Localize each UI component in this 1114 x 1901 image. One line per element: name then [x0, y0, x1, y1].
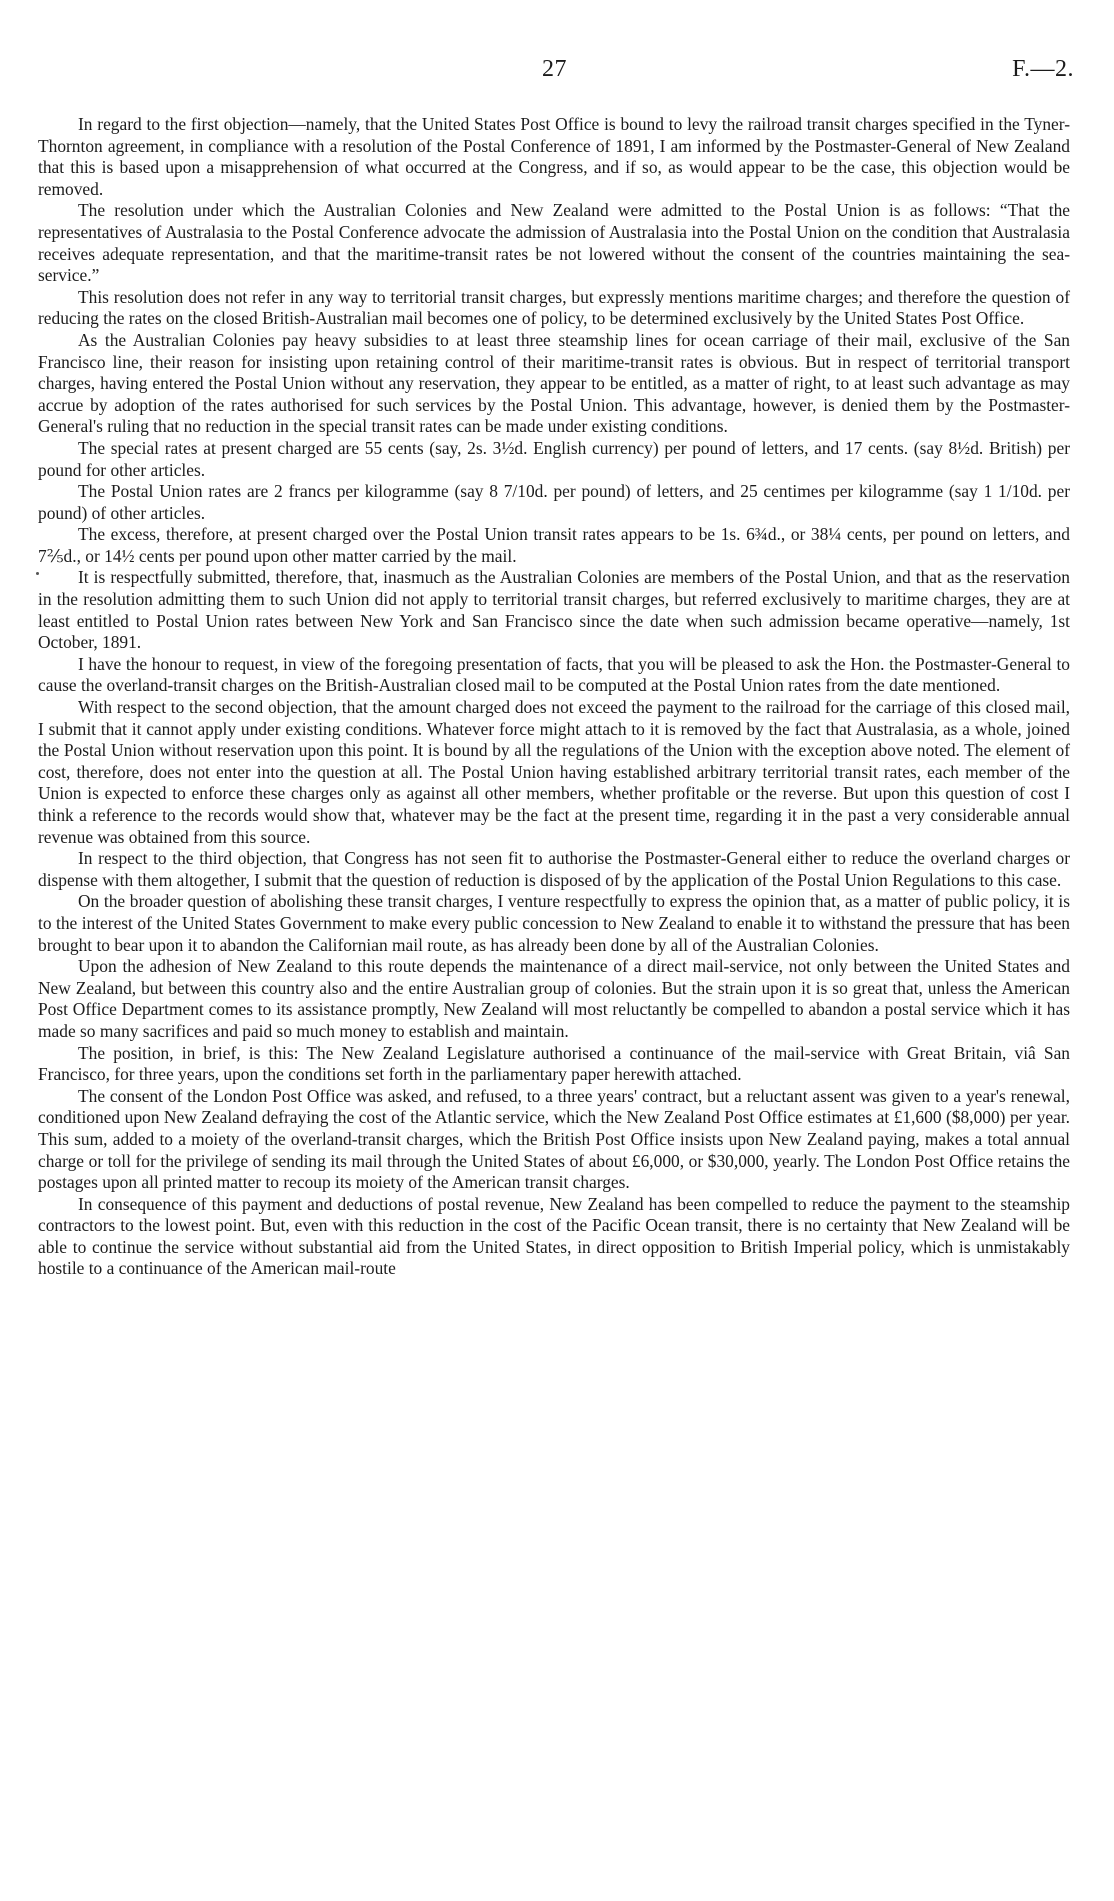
paper-reference: F.—2. — [1012, 56, 1074, 82]
paragraph-third-objection: In respect to the third objection, that Congress has not seen fit to authorise the Postmaster-General either to reduce the overland charges or dispense with them altogether, I submit that the question of reduction is disposed of by the application of the Postal Union Regulations to this case. — [38, 848, 1070, 890]
paragraph-position: The position, in brief, is this: The New Zealand Legislature authorised a continuance of the mail-service with Great Britain, viâ San Francisco, for three years, upon the conditions set forth in the parliamentary paper herewith attached. — [38, 1042, 1070, 1085]
paragraph-subsidies: As the Australian Colonies pay heavy subsidies to at least three steamship lines for ocean carriage of their mail, exclusive of the San Francisco line, their reason for insisting upon retaining control of their maritime-transit rates is obvious. But in respect of territorial transport charges, having entered the Postal Union without any reservation, they appear to be entitled, as a matter of right, to at least such advantage as may accrue by adoption of the rates authorised for such services by the Postal Union. This advantage, however, is denied them by the Postmaster-General's ruling that no reduction in the special transit rates can be made under existing conditions. — [38, 329, 1070, 437]
paragraph-resolution: The resolution under which the Australian Colonies and New Zealand were admitted to the Postal Union is as follows: “That the representatives of Australasia to the Postal Conference advocate the admission of Australasia into the Postal Union on the condition that Australasia receives adequate representation, and that the maritime-transit rates be not lowered without the consent of the countries maintaining the sea-service.” — [38, 200, 1070, 286]
paragraph-first-objection: In regard to the first objection—namely, that the United States Post Office is bound to levy the railroad transit charges specified in the Tyner-Thornton agreement, in compliance with a resolution of the Postal Conference of 1891, I am informed by the Postmaster-General of New Zealand that this is based upon a misapprehension of what occurred at the Congress, and if so, as would appear to be the case, this objection would be removed. — [38, 114, 1070, 199]
body-text — [38, 114, 1070, 1280]
page-header — [0, 56, 1114, 86]
paragraph-submission: It is respectfully submitted, therefore, that, inasmuch as the Australian Colonies are members of the Postal Union, and that as the reservation in the resolution admitting them to such Union did not apply to territorial transit charges, but referred exclusively to maritime charges, they are at least entitled to Postal Union rates between New York and San Francisco since the date when such admission became operative—namely, 1st October, 1891. — [38, 567, 1070, 653]
paragraph-union-rates: The Postal Union rates are 2 francs per kilogramme (say 8 7/10d. per pound) of letters, and 25 centimes per kilogramme (say 1 1/10d. per pound) of other articles. — [38, 481, 1070, 523]
paragraph-second-objection: With respect to the second objection, that the amount charged does not exceed the payment to the railroad for the carriage of this closed mail, I submit that it cannot apply under existing conditions. Whatever force might attach to it is removed by the fact that Australasia, as a whole, joined the Postal Union without reservation upon this point. It is bound by all the regulations of the Union with the exception above noted. The element of cost, therefore, does not enter into the question at all. The Postal Union having established arbitrary territorial transit rates, each member of the Union is expected to enforce these charges only as against all other members, whether profitable or the reverse. But upon this question of cost I think a reference to the records would show that, whatever may be the fact at the present time, regarding it in the past a very considerable annual revenue was obtained from this source. — [38, 697, 1070, 847]
paragraph-maritime-charges: This resolution does not refer in any way to territorial transit charges, but expressly mentions maritime charges; and therefore the question of reducing the rates on the closed British-Australian mail becomes one of policy, to be determined exclusively by the United States Post Office. — [38, 286, 1070, 329]
paragraph-request: I have the honour to request, in view of the foregoing presentation of facts, that you will be pleased to ask the Hon. the Postmaster-General to cause the overland-transit charges on the British-Australian closed mail to be computed at the Postal Union rates from the date mentioned. — [38, 653, 1070, 696]
paragraph-consequence: In consequence of this payment and deductions of postal revenue, New Zealand has been compelled to reduce the payment to the steamship contractors to the lowest point. But, even with this reduction in the cost of the Pacific Ocean transit, there is no certainty that New Zealand will be able to continue the service without substantial aid from the United States, in direct opposition to British Imperial policy, which is unmistakably hostile to a continuance of the American mail-route — [38, 1193, 1070, 1279]
paragraph-london-consent: The consent of the London Post Office was asked, and refused, to a three years' contract, but a reluctant assent was given to a year's renewal, conditioned upon New Zealand defraying the cost of the Atlantic service, which the New Zealand Post Office estimates at £1,600 ($8,000) per year. This sum, added to a moiety of the overland-transit charges, which the British Post Office insists upon New Zealand paying, makes a total annual charge or toll for the privilege of sending its mail through the United States of about £6,000, or $30,000, yearly. The London Post Office retains the postages upon all printed matter to recoup its moiety of the American transit charges. — [38, 1085, 1070, 1193]
paragraph-special-rates: The special rates at present charged are 55 cents (say, 2s. 3½d. English currency) per pound of letters, and 17 cents. (say 8½d. British) per pound for other articles. — [38, 437, 1070, 480]
paragraph-broader-question: On the broader question of abolishing these transit charges, I venture respectfully to express the opinion that, as a matter of public policy, it is to the interest of the United States Government to make every public concession to New Zealand to enable it to withstand the pressure that has been brought to bear upon it to abandon the Californian mail route, as has already been done by all of the Australian Colonies. — [38, 891, 1070, 955]
paragraph-excess: The excess, therefore, at present charged over the Postal Union transit rates appears to be 1s. 6¾d., or 38¼ cents, per pound on letters, and 7⅖d., or 14½ cents per pound upon other matter carried by the mail. — [38, 524, 1070, 566]
paragraph-adhesion: Upon the adhesion of New Zealand to this route depends the maintenance of a direct mail-service, not only between the United States and New Zealand, but between this country also and the entire Australian group of colonies. But the strain upon it is so great that, unless the American Post Office Department comes to its assistance promptly, New Zealand will most reluctantly be compelled to abandon a postal service which it has made so many sacrifices and paid so much money to establish and maintain. — [38, 956, 1070, 1041]
page-number: 27 — [542, 56, 567, 82]
